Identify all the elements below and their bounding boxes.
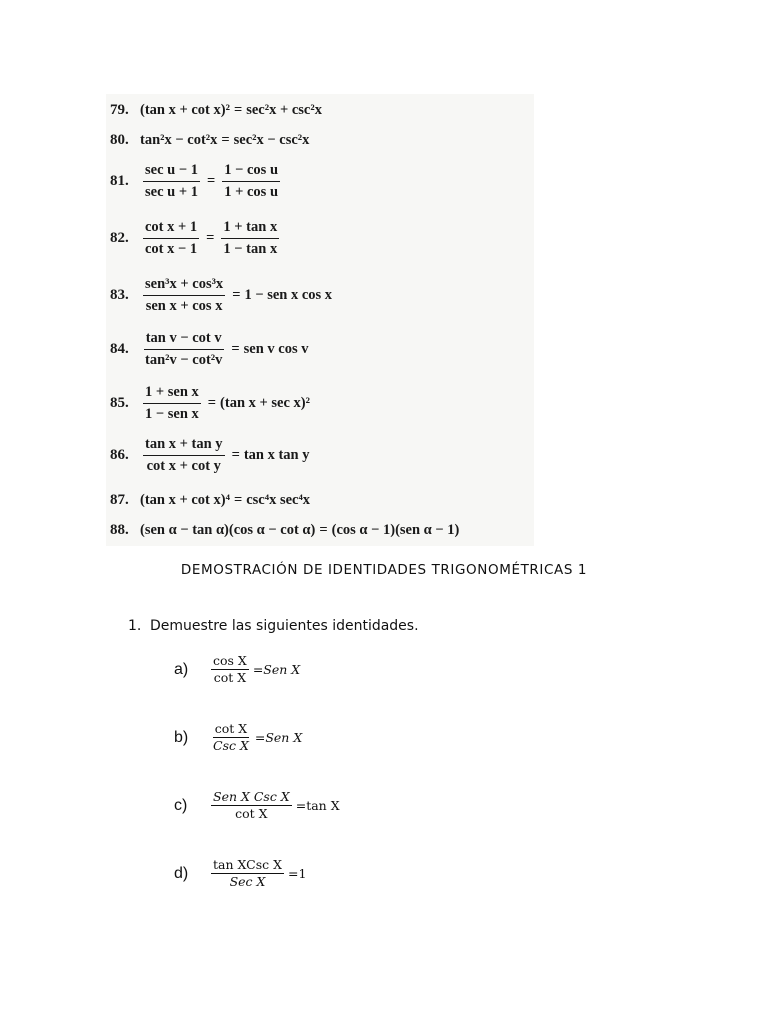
fraction [221, 219, 279, 257]
fraction [211, 790, 292, 822]
fraction [143, 276, 225, 314]
exercise-number: 83. [110, 286, 129, 303]
denominator: Csc X [213, 738, 249, 754]
identity-rhs: =tan X [295, 798, 340, 814]
fraction [222, 162, 280, 200]
fraction [143, 436, 225, 474]
numerator: cos X [211, 654, 249, 670]
numerator: sec u − 1 [143, 162, 200, 182]
numerator: sen³x + cos³x [143, 276, 225, 296]
identity-equation [208, 790, 340, 822]
denominator: 1 − sen x [145, 405, 199, 422]
instruction-text: Demuestre las siguientes identidades. [150, 618, 419, 634]
exercise-number: 80. [110, 132, 129, 148]
page-title: DEMOSTRACIÓN DE IDENTIDADES TRIGONOMÉTRICAS 1 [180, 562, 588, 578]
exercise-84: 84. $\frac{\text{tan v − cot v}}{\text{tan²v − cot²v}}$ = sen v cos v [110, 330, 309, 368]
denominator: cot x + cot y [146, 457, 221, 474]
fraction [143, 384, 201, 422]
denominator: tan²v − cot²v [145, 351, 223, 368]
exercise-number: 87. [110, 492, 129, 508]
exercise-rhs: 1 − sen x cos x [244, 286, 333, 303]
numerator: 1 + sen x [143, 384, 201, 404]
exercise-87: 87. (tan x + cot x)⁴ = csc⁴x sec⁴x [110, 492, 311, 508]
fraction [143, 330, 224, 368]
denominator: cot X [213, 670, 247, 686]
fraction [211, 654, 249, 686]
identity-rhs: =1 [288, 866, 307, 882]
exercise-lhs: (tan x + cot x)² [140, 102, 230, 118]
exercise-number: 79. [110, 102, 129, 118]
identity-equation [208, 722, 302, 754]
scanned-exercises-image [106, 94, 534, 546]
exercise-rhs: tan x tan y [243, 446, 310, 463]
identity-rhs: =Sen X [252, 662, 301, 678]
exercise-rhs: sen v cos v [243, 340, 309, 357]
exercise-86: 86. $\frac{\text{tan x + tan y}}{\text{cot x + cot y}}$ = tan x tan y [110, 436, 310, 474]
exercise-rhs: sec²x + csc²x [246, 102, 322, 118]
exercise-rhs: csc⁴x sec⁴x [246, 492, 311, 508]
identity-item-a [174, 654, 300, 686]
denominator: cot X [235, 806, 268, 822]
identity-item-b [174, 722, 302, 754]
fraction [211, 722, 251, 754]
exercise-rhs: (tan x + sec x)² [220, 394, 310, 411]
item-label: c) [174, 796, 188, 814]
instruction-number: 1. [128, 618, 142, 634]
exercise-number: 82. [110, 229, 129, 246]
exercise-79: 79. (tan x + cot x)² = sec²x + csc²x [110, 102, 322, 118]
exercise-85: 85. $\frac{\text{1 + sen x}}{\text{1 − sen x}}$ = (tan x + sec x)² [110, 384, 310, 422]
exercise-80: 80. tan²x − cot²x = sec²x − csc²x [110, 132, 310, 148]
identity-equation [208, 654, 300, 686]
identity-rhs: =Sen X [254, 730, 303, 746]
exercise-88: 88. (sen α − tan α)(cos α − cot α) = (cos α − 1)(sen α − 1) [110, 522, 460, 538]
exercise-number: 86. [110, 446, 129, 463]
denominator: Sec X [229, 874, 266, 890]
numerator: cot x + 1 [143, 219, 199, 239]
exercise-number: 88. [110, 522, 129, 538]
fraction [143, 162, 200, 200]
instruction [128, 618, 419, 634]
exercise-lhs: (sen α − tan α)(cos α − cot α) [140, 522, 316, 538]
exercise-number: 84. [110, 340, 129, 357]
identity-equation [208, 858, 306, 890]
identity-item-d [174, 858, 306, 890]
exercise-rhs: (cos α − 1)(sen α − 1) [331, 522, 460, 538]
denominator: sec u + 1 [145, 183, 198, 200]
exercise-rhs: sec²x − csc²x [233, 132, 310, 148]
item-label: b) [174, 728, 189, 746]
fraction [143, 219, 199, 257]
exercise-lhs: (tan x + cot x)⁴ [140, 492, 230, 508]
denominator: 1 − tan x [223, 240, 278, 257]
numerator: tan XCsc X [211, 858, 284, 874]
fraction [211, 858, 284, 890]
numerator: tan v − cot v [144, 330, 224, 350]
denominator: 1 + cos u [224, 183, 279, 200]
exercise-81: 81. $\frac{\text{sec u − 1}}{\text{sec u + 1}}$ = $\frac{\text{1 − cos u}}{\text{1 + cos u}}$ [110, 162, 279, 200]
denominator: sen x + cos x [145, 297, 223, 314]
denominator: cot x − 1 [145, 240, 198, 257]
exercise-number: 85. [110, 394, 129, 411]
item-label: d) [174, 864, 189, 882]
identity-item-c [174, 790, 340, 822]
numerator: 1 − cos u [222, 162, 280, 182]
numerator: Sen X Csc X [211, 790, 292, 806]
numerator: tan x + tan y [143, 436, 225, 456]
exercise-82: 82. $\frac{\text{cot x + 1}}{\text{cot x − 1}}$ = $\frac{\text{1 + tan x}}{\text{1 − tan x}}$ [110, 219, 278, 257]
item-label: a) [174, 660, 189, 678]
numerator: 1 + tan x [221, 219, 279, 239]
exercise-83: 83. $\frac{\text{sen³x + cos³x}}{\text{sen x + cos x}}$ = 1 − sen x cos x [110, 276, 333, 314]
exercise-lhs: tan²x − cot²x [140, 132, 218, 148]
numerator: cot X [213, 722, 249, 738]
exercise-number: 81. [110, 172, 129, 189]
